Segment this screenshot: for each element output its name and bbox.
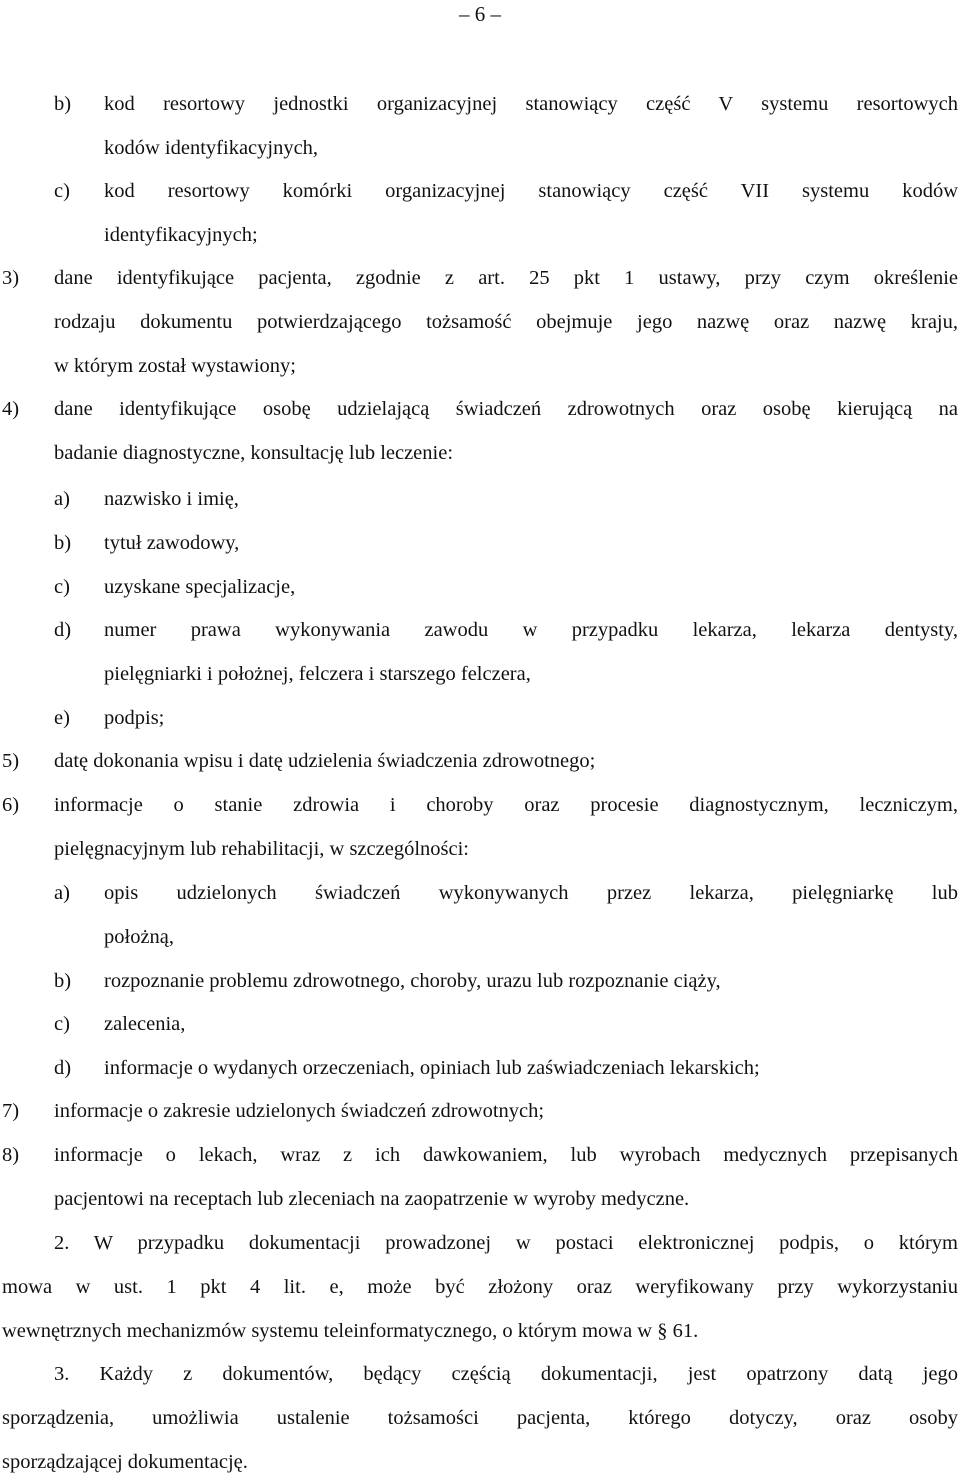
- item-text-line: identyfikacyjnych;: [104, 224, 258, 246]
- paragraph-line: mowa w ust. 1 pkt 4 lit. e, może być złożony oraz weryfikowany przy wykorzystaniu: [2, 1276, 958, 1298]
- item-text-line: kodów identyfikacyjnych,: [104, 137, 319, 159]
- paragraph-line: sporządzającej dokumentację.: [2, 1451, 248, 1473]
- item-text-line: uzyskane specjalizacje,: [104, 576, 296, 598]
- item-marker: b): [54, 970, 72, 992]
- item-marker: c): [54, 180, 70, 202]
- item-marker: 8): [2, 1144, 20, 1166]
- item-text-line: w którym został wystawiony;: [54, 355, 296, 377]
- item-marker: a): [54, 882, 70, 904]
- item-marker: 3): [2, 267, 20, 289]
- item-text-line: opis udzielonych świadczeń wykonywanych przez lekarza, pielęgniarkę lub: [104, 882, 958, 904]
- item-text-line: informacje o zakresie udzielonych świadczeń zdrowotnych;: [54, 1100, 545, 1122]
- item-text-line: kod resortowy jednostki organizacyjnej stanowiący część V systemu resortowych: [104, 93, 958, 115]
- item-marker: b): [54, 93, 72, 115]
- item-text-line: nazwisko i imię,: [104, 488, 239, 510]
- item-text-line: pacjentowi na receptach lub zleceniach na zaopatrzenie w wyroby medyczne.: [54, 1188, 690, 1210]
- item-text-line: położną,: [104, 926, 175, 948]
- item-marker: 4): [2, 398, 20, 420]
- paragraph-line: 3. Każdy z dokumentów, będący częścią dokumentacji, jest opatrzony datą jego: [54, 1363, 958, 1385]
- item-text-line: kod resortowy komórki organizacyjnej stanowiący część VII systemu kodów: [104, 180, 958, 202]
- item-marker: a): [54, 488, 70, 510]
- item-marker: b): [54, 532, 72, 554]
- item-marker: 6): [2, 794, 20, 816]
- item-marker: 5): [2, 750, 20, 772]
- item-text-line: datę dokonania wpisu i datę udzielenia świadczenia zdrowotnego;: [54, 750, 596, 772]
- item-text-line: zalecenia,: [104, 1013, 186, 1035]
- paragraph-line: wewnętrznych mechanizmów systemu teleinformatycznego, o którym mowa w § 61.: [2, 1320, 699, 1342]
- item-marker: e): [54, 707, 70, 729]
- item-text-line: dane identyfikujące pacjenta, zgodnie z art. 25 pkt 1 ustawy, przy czym określenie: [54, 267, 958, 289]
- paragraph-line: sporządzenia, umożliwia ustalenie tożsamości pacjenta, którego dotyczy, oraz osoby: [2, 1407, 958, 1429]
- item-text-line: informacje o wydanych orzeczeniach, opiniach lub zaświadczeniach lekarskich;: [104, 1057, 760, 1079]
- item-text-line: numer prawa wykonywania zawodu w przypadku lekarza, lekarza dentysty,: [104, 619, 958, 641]
- item-text-line: dane identyfikujące osobę udzielającą świadczeń zdrowotnych oraz osobę kierującą na: [54, 398, 958, 420]
- item-text-line: informacje o lekach, wraz z ich dawkowaniem, lub wyrobach medycznych przepisanych: [54, 1144, 958, 1166]
- paragraph-line: 2. W przypadku dokumentacji prowadzonej w postaci elektronicznej podpis, o którym: [54, 1232, 958, 1254]
- item-marker: c): [54, 576, 70, 598]
- item-text-line: tytuł zawodowy,: [104, 532, 240, 554]
- item-marker: c): [54, 1013, 70, 1035]
- page-number: – 6 –: [459, 2, 501, 26]
- item-text-line: podpis;: [104, 707, 165, 729]
- item-marker: d): [54, 1057, 72, 1079]
- item-text-line: informacje o stanie zdrowia i choroby oraz procesie diagnostycznym, leczniczym,: [54, 794, 958, 816]
- item-text-line: rozpoznanie problemu zdrowotnego, choroby, urazu lub rozpoznanie ciąży,: [104, 970, 721, 992]
- item-text-line: pielęgniarki i położnej, felczera i starszego felczera,: [104, 663, 531, 685]
- item-text-line: rodzaju dokumentu potwierdzającego tożsamość obejmuje jego nazwę oraz nazwę kraju,: [54, 311, 958, 333]
- item-text-line: pielęgnacyjnym lub rehabilitacji, w szczególności:: [54, 838, 469, 860]
- item-text-line: badanie diagnostyczne, konsultację lub leczenie:: [54, 442, 454, 464]
- item-marker: d): [54, 619, 72, 641]
- item-marker: 7): [2, 1100, 20, 1122]
